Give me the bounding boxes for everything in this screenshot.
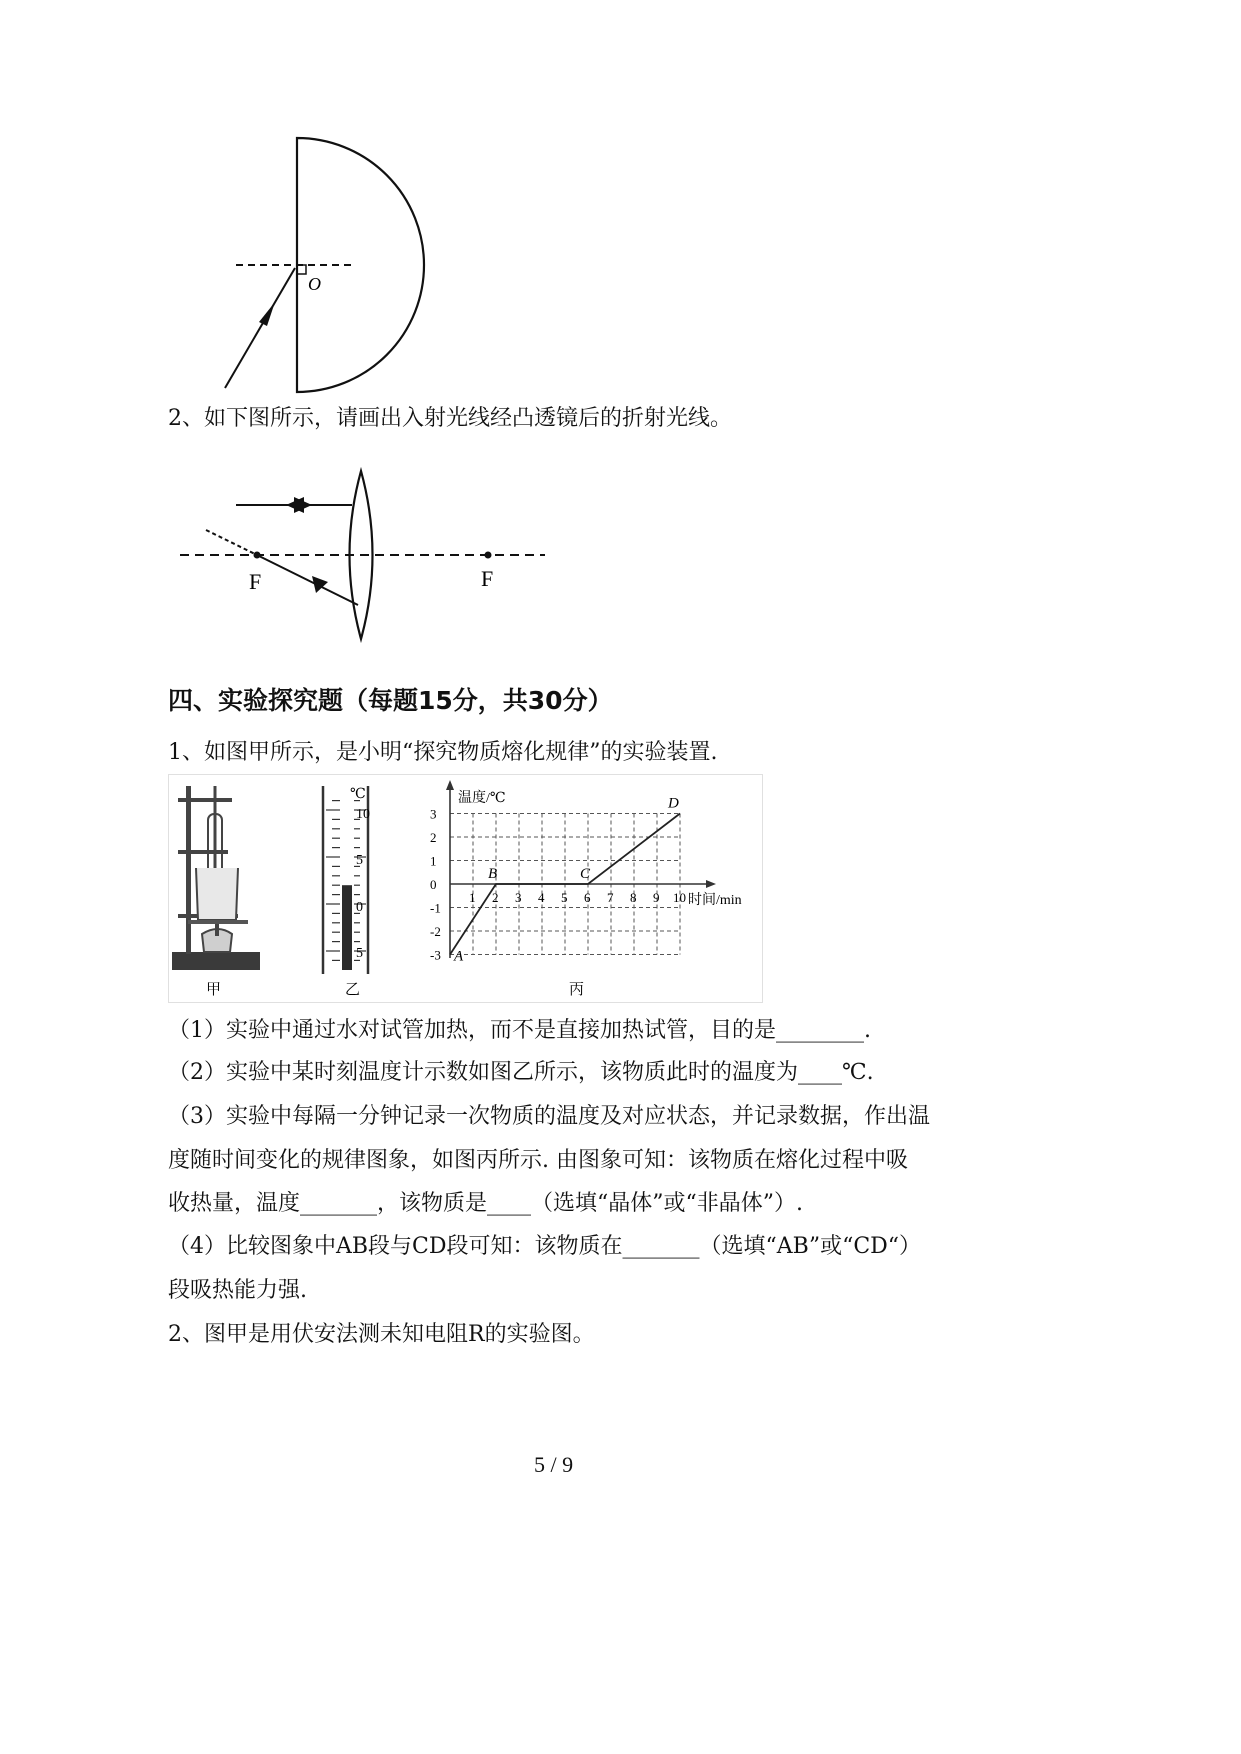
x-tick-label: 10 (673, 890, 686, 905)
sub-question-3-line-3: 收热量，温度_______，该物质是____（选填“晶体”或“非晶体”）. (168, 1191, 803, 1216)
y-tick-label: 3 (430, 806, 437, 822)
y-tick-label: 2 (430, 830, 437, 845)
y-tick-label: 0 (430, 877, 437, 892)
panel-label-bing: 丙 (569, 982, 585, 998)
y-tick-label: -3 (430, 947, 441, 963)
section-heading: 四、实验探究题（每题15分，共30分） (168, 686, 613, 715)
y-tick-label: -1 (430, 900, 441, 916)
thermometer-tick-5-bottom: 5 (356, 946, 363, 961)
chart-y-axis-label: 温度/℃ (458, 791, 506, 806)
x-tick-label: 8 (630, 890, 637, 905)
thermometer-tick-0: 0 (356, 900, 363, 915)
sub-question-2: （2）实验中某时刻温度计示数如图乙所示，该物质此时的温度为____℃. (168, 1060, 874, 1085)
thermometer-tick-5-top: 5 (356, 853, 363, 868)
wire-gauze (188, 920, 248, 924)
semicircle-outline (297, 138, 424, 392)
y-tick-label: -2 (430, 924, 441, 939)
point-o-label: O (308, 274, 321, 294)
oblique-ray-dashed (206, 530, 257, 555)
right-focus-label: F (481, 566, 494, 591)
incident-ray (225, 268, 295, 388)
y-tick-label: 1 (430, 853, 437, 869)
point-label-d: D (668, 795, 679, 812)
thermometer-liquid-column (342, 885, 352, 970)
apparatus-base (172, 952, 260, 970)
x-tick-label: 7 (607, 890, 614, 905)
x-tick-label: 3 (515, 890, 522, 905)
apparatus-stand-rod (186, 786, 191, 954)
x-tick-label: 2 (492, 890, 499, 905)
incident-ray-arrowhead (259, 302, 275, 326)
experiment-figure-strip (168, 774, 764, 1004)
sub-question-4-line-1: （4）比较图象中AB段与CD段可知：该物质在_______（选填“AB”或“CD“） (168, 1234, 922, 1259)
thermometer-unit: ℃ (350, 787, 366, 802)
point-label-a: A (454, 948, 464, 965)
panel-label-jia: 甲 (206, 982, 222, 998)
page-number: 5 / 9 (534, 1452, 574, 1477)
oblique-ray (257, 555, 358, 605)
thermometer-tick-10: 10 (356, 807, 370, 822)
panel-label-yi: 乙 (345, 982, 361, 998)
sub-question-1: （1）实验中通过水对试管加热，而不是直接加热试管，目的是________. (168, 1018, 871, 1043)
point-label-c: C (580, 866, 591, 882)
sub-question-3-line-2: 度随时间变化的规律图象，如图丙所示. 由图象可知：该物质在熔化过程中吸 (168, 1148, 908, 1173)
lamp-wick (215, 924, 219, 936)
x-tick-label: 5 (561, 890, 568, 905)
point-label-b: B (488, 866, 498, 882)
convex-lens-figure (170, 466, 550, 646)
sub-question-3-line-1: （3）实验中每隔一分钟记录一次物质的温度及对应状态，并记录数据，作出温 (168, 1104, 930, 1129)
right-focus-point (485, 552, 492, 559)
left-focus-label: F (249, 569, 262, 594)
left-focus-point (254, 552, 261, 559)
x-tick-label: 1 (469, 890, 476, 905)
experiment-1-intro: 1、如图甲所示，是小明“探究物质熔化规律”的实验装置. (168, 740, 718, 765)
x-tick-label: 9 (653, 890, 660, 905)
oblique-ray-arrowhead (312, 576, 328, 593)
sub-question-4-line-2: 段吸热能力强. (168, 1278, 307, 1303)
question-2-text: 2、如下图所示，请画出入射光线经凸透镜后的折射光线。 (168, 406, 732, 431)
right-angle-mark (297, 265, 306, 274)
x-tick-label: 6 (584, 890, 591, 905)
x-tick-label: 4 (538, 890, 545, 905)
chart-x-axis-label: 时间/min (688, 893, 742, 908)
beaker (196, 868, 238, 920)
experiment-2-intro: 2、图甲是用伏安法测未知电阻R的实验图。 (168, 1322, 595, 1347)
semicircle-refraction-figure (210, 130, 440, 400)
